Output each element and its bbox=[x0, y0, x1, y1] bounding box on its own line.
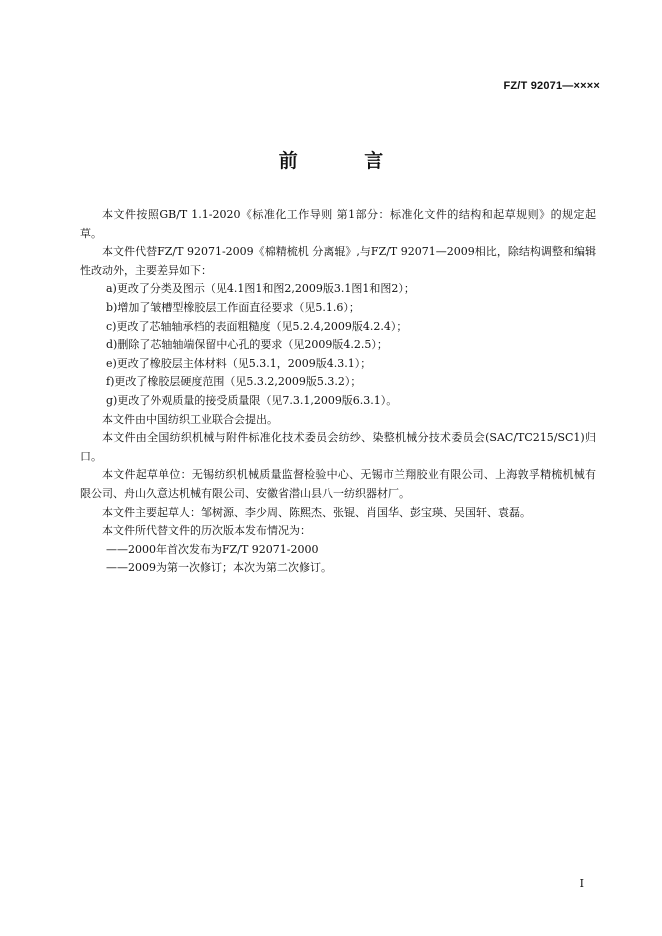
page-title: 前 言 bbox=[278, 150, 414, 172]
change-item-b: b)增加了皱槽型橡胶层工作面直径要求（见5.1.6）； bbox=[106, 300, 360, 314]
change-item-a: a)更改了分类及图示（见4.1图1和图2,2009版3.1图1和图2）； bbox=[106, 282, 415, 296]
change-item-c: c)更改了芯轴轴承档的表面粗糙度（见5.2.4,2009版4.2.4）； bbox=[106, 319, 408, 333]
history-item-2009: ——2009为第一次修订；本次为第二次修订。 bbox=[106, 561, 332, 575]
page-number: I bbox=[579, 877, 584, 890]
paragraph-replacement: 本文件代替FZ/T 92071-2009《棉精梳机 分离辊》,与FZ/T 92071—2009相比，除结构调整和编辑性改动外，主要差异如下： bbox=[80, 245, 596, 277]
paragraph-drafting-rules: 本文件按照GB/T 1.1-2020《标准化工作导则 第1部分：标准化文件的结构和起草规则》的规定起草。 bbox=[80, 208, 596, 240]
paragraph-committee: 本文件由全国纺织机械与附件标准化技术委员会纺纱、染整机械分技术委员会(SAC/TC215/SC1)归口。 bbox=[80, 431, 596, 463]
change-item-f: f)更改了橡胶层硬度范围（见5.3.2,2009版5.3.2）； bbox=[106, 375, 362, 389]
paragraph-drafters: 本文件主要起草人：邹树源、李少周、陈熙杰、张锟、肖国华、彭宝瑛、吴国轩、袁磊。 bbox=[102, 505, 531, 519]
change-item-e: e)更改了橡胶层主体材料（见5.3.1，2009版4.3.1）； bbox=[106, 356, 372, 370]
paragraph-history-intro: 本文件所代替文件的历次版本发布情况为： bbox=[102, 524, 311, 538]
document-code: FZ/T 92071—×××× bbox=[503, 80, 600, 92]
paragraph-proposer: 本文件由中国纺织工业联合会提出。 bbox=[102, 412, 278, 426]
change-item-d: d)删除了芯轴轴端保留中心孔的要求（见2009版4.2.5）； bbox=[106, 338, 388, 352]
change-item-g: g)更改了外观质量的接受质量限（见7.3.1,2009版6.3.1）。 bbox=[106, 393, 398, 407]
foreword-body bbox=[80, 206, 596, 578]
history-item-2000: ——2000年首次发布为FZ/T 92071-2000 bbox=[106, 542, 319, 556]
paragraph-drafting-units: 本文件起草单位：无锡纺织机械质量监督检验中心、无锡市兰翔胶业有限公司、上海敦孚精梳机械有限公司、舟山久意达机械有限公司、安徽省潜山县八一纺织器材厂。 bbox=[80, 468, 596, 500]
